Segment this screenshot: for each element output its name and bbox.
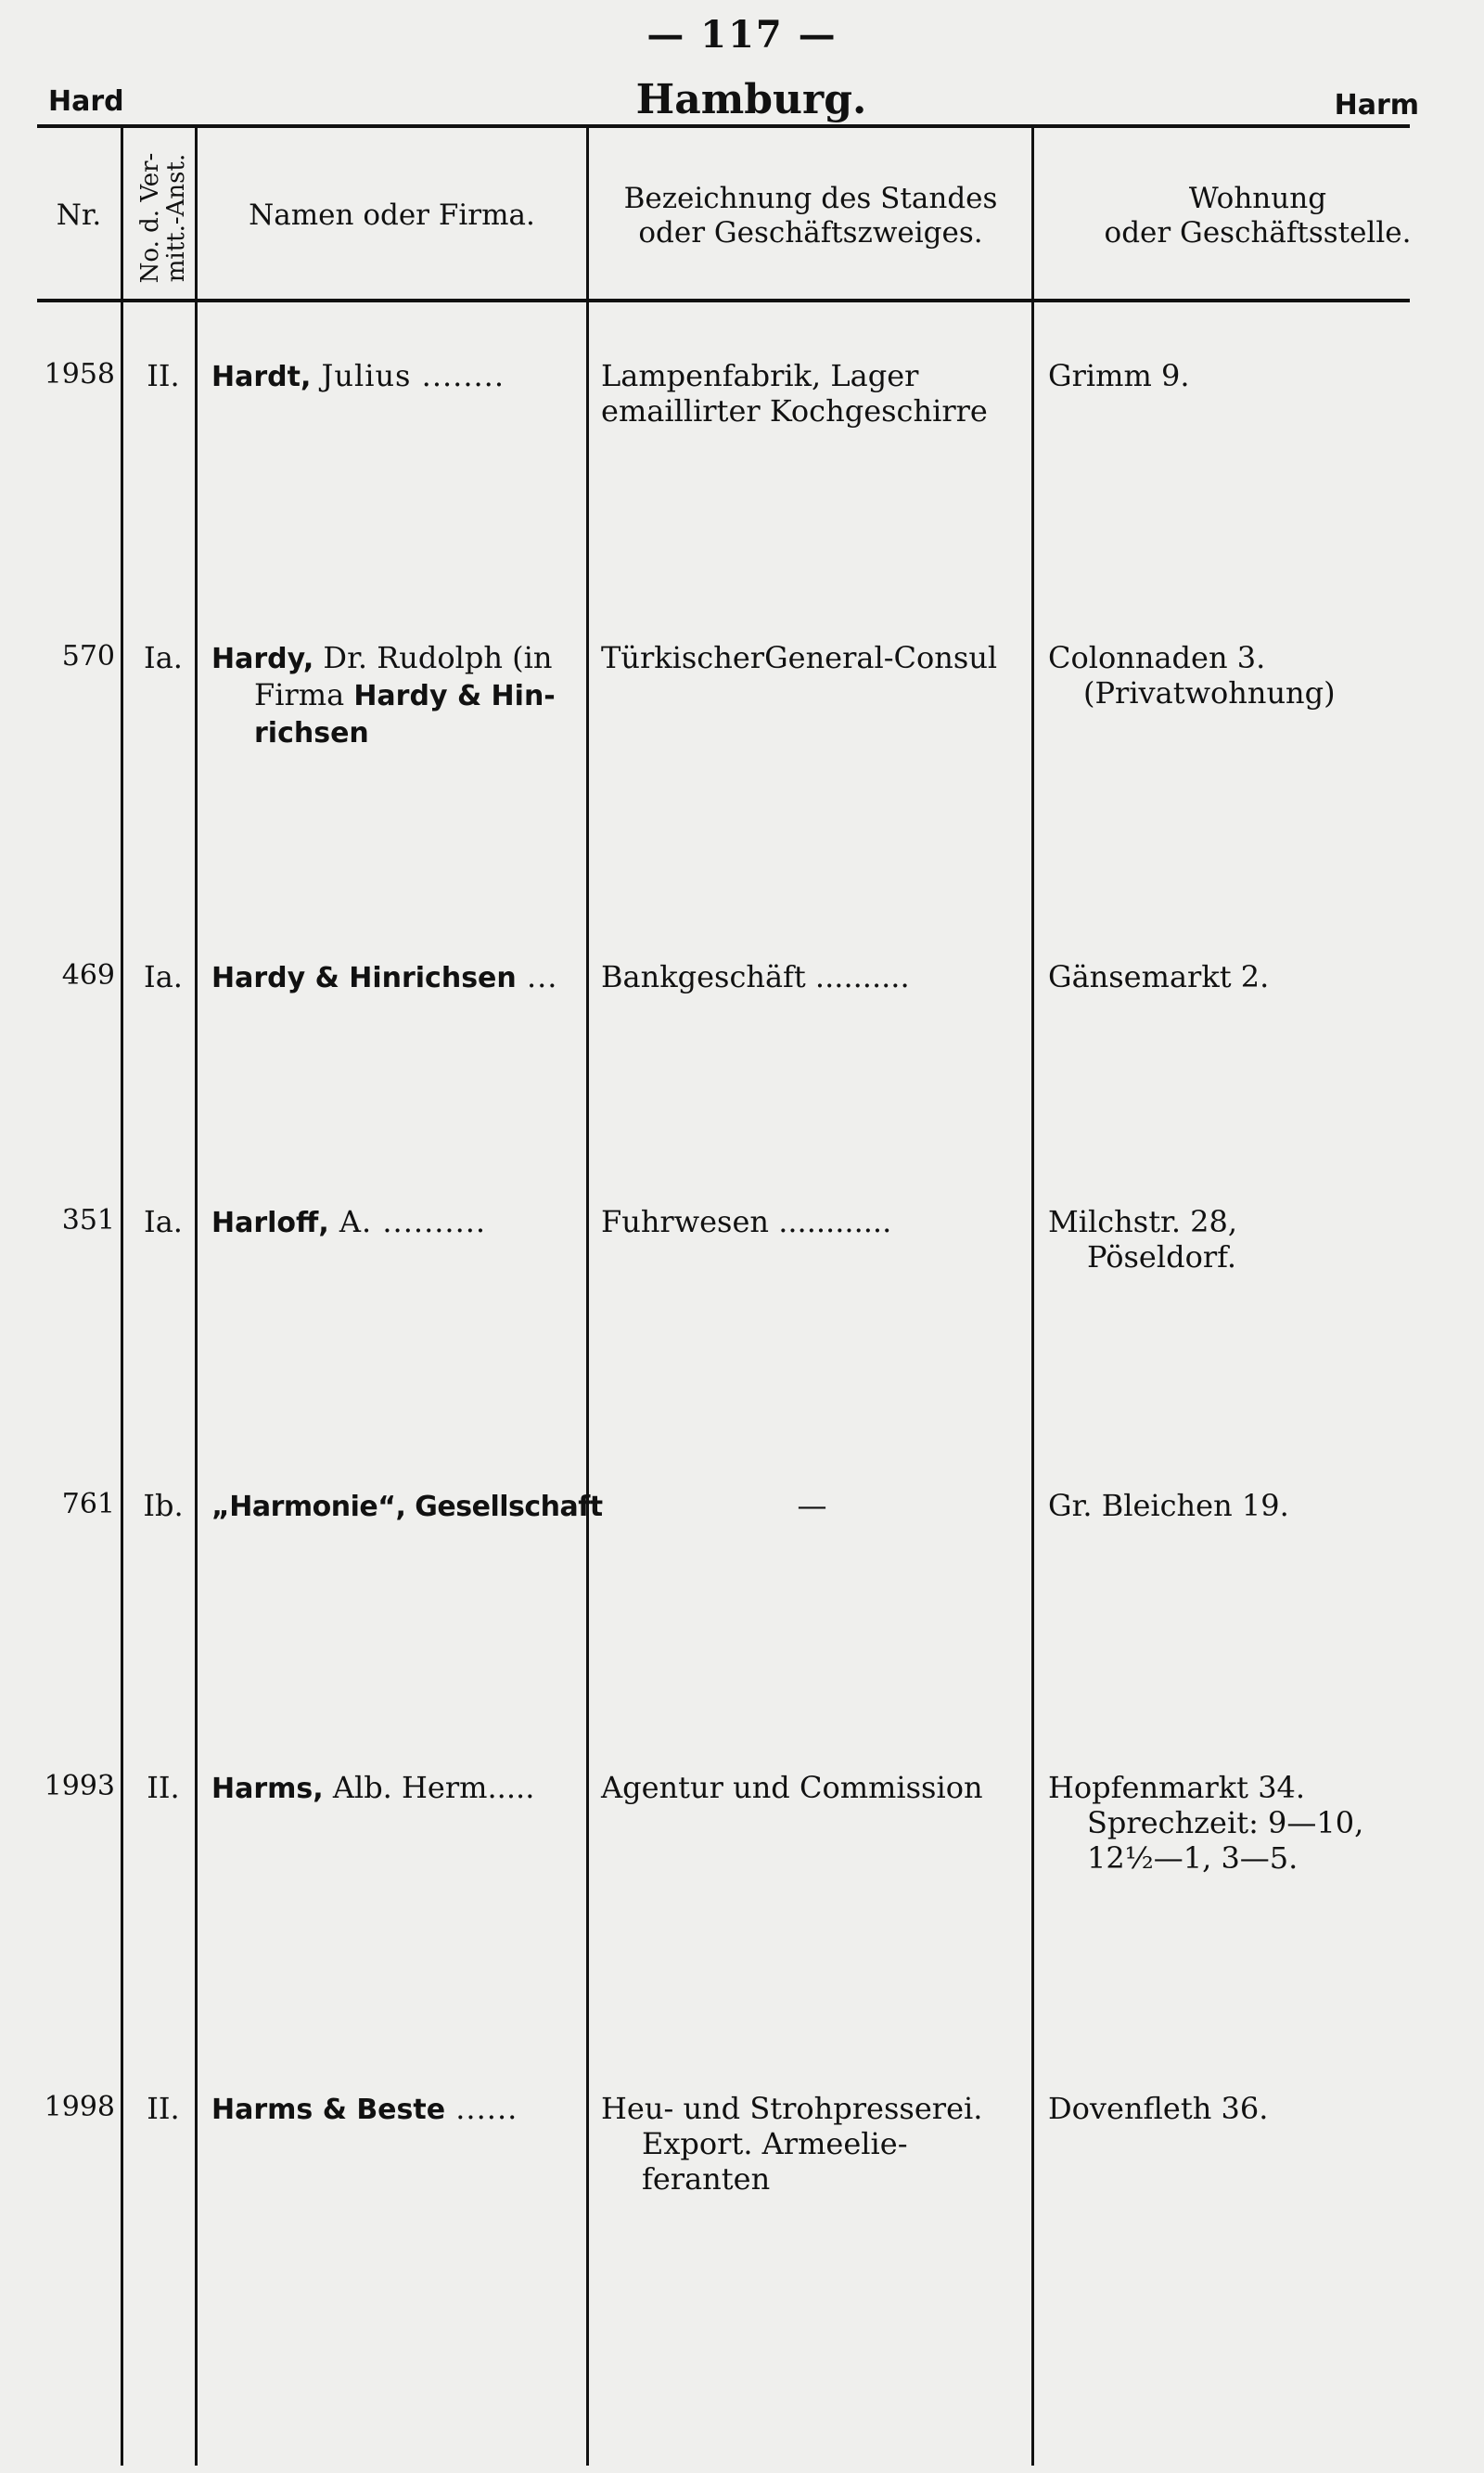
entry-trade: Lampenfabrik, Lager emaillirter Kochgeschirre [601,358,988,429]
column-header-address: Wohnung oder Geschäftsstelle. [1104,182,1412,250]
column-header-category: No. d. Ver- mitt.-Anst. [136,152,190,284]
column-header-nr: Nr. [56,199,102,232]
header-rule [37,299,1410,302]
entry-class: Ib. [143,1488,184,1523]
entry-number: 1958 [44,358,115,391]
entry-trade: — [797,1488,827,1523]
entry-class: Ia. [144,959,183,994]
column-header-name: Namen oder Firma. [249,199,535,232]
entry-name: Hardy & Hinrichsen ... [211,959,558,994]
entry-name: Harloff, A. .......... [211,1204,487,1239]
entry-address: Grimm 9. [1048,358,1190,393]
entry-name: Hardy, Dr. Rudolph (in Firma Hardy & Hin- richsen [211,640,556,750]
entry-class: II. [147,1770,180,1805]
entry-trade: Heu- und Strohpresserei. Export. Armeelie- feranten [601,2091,983,2197]
page-number: — 117 — [646,13,838,57]
running-head-right: Harm [1334,89,1419,122]
entry-address: Milchstr. 28, Pöseldorf. [1048,1204,1238,1275]
entry-number: 1998 [44,2091,115,2123]
entry-trade: Bankgeschäft .......... [601,959,910,994]
entry-class: II. [147,2091,180,2126]
entry-class: Ia. [144,1204,183,1239]
page-title: Hamburg. [635,76,867,123]
entry-name: „Harmonie“, Gesellschaft [211,1491,603,1523]
top-rule [37,124,1410,128]
entry-name: Hardt, Julius ........ [211,358,505,393]
entry-number: 351 [61,1204,115,1236]
entry-address: Gr. Bleichen 19. [1048,1488,1289,1523]
entry-address: Gänsemarkt 2. [1048,959,1270,994]
entry-number: 469 [61,959,115,992]
entry-trade: Fuhrwesen ............ [601,1204,892,1239]
entry-class: II. [147,358,180,393]
running-head-left: Hard [48,85,124,118]
column-header-trade: Bezeichnung des Standes oder Geschäftszweiges. [623,182,998,250]
entry-trade: Agentur und Commission [601,1770,983,1805]
column-divider [586,128,589,2466]
entry-number: 761 [61,1488,115,1520]
entry-number: 570 [61,640,115,673]
entry-trade: TürkischerGeneral-Consul [601,640,998,675]
entry-class: Ia. [144,640,183,675]
entry-number: 1993 [44,1770,115,1802]
entry-name: Harms & Beste ...... [211,2091,518,2126]
entry-name: Harms, Alb. Herm..... [211,1770,535,1805]
entry-address: Dovenfleth 36. [1048,2091,1269,2126]
column-divider [1031,128,1034,2466]
entry-address: Hopfenmarkt 34. Sprechzeit: 9—10, 12½—1, 3—5. [1048,1770,1364,1876]
entry-address: Colonnaden 3. (Privatwohnung) [1048,640,1336,711]
column-divider [121,128,123,2466]
